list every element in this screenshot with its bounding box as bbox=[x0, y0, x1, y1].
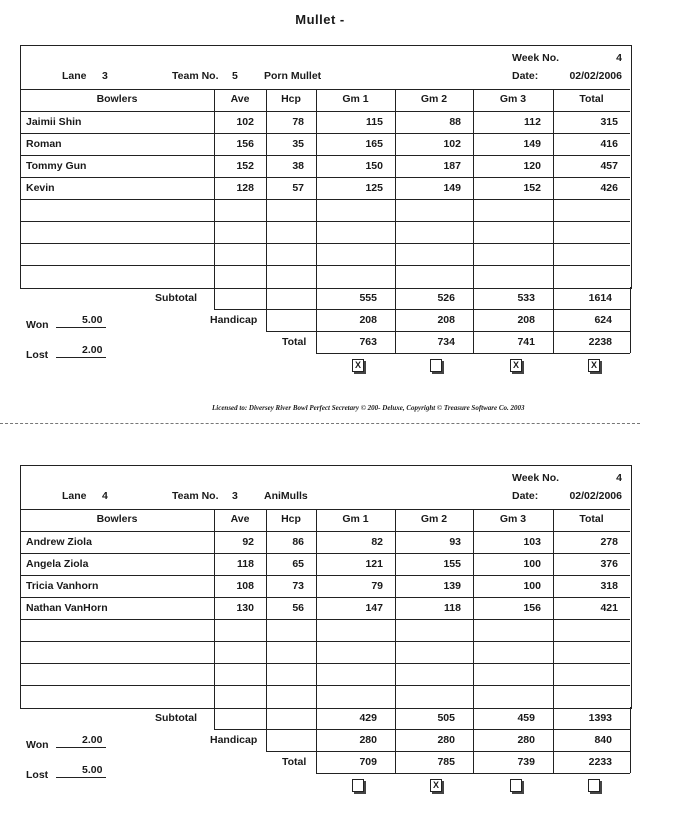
column-divider bbox=[630, 287, 631, 353]
bowler-gm3-cell: 100 bbox=[523, 558, 541, 570]
bowler-gm1-cell: 147 bbox=[365, 602, 383, 614]
bowler-name: Tricia Vanhorn bbox=[26, 580, 99, 592]
total-row-label: Total bbox=[282, 756, 307, 768]
bowler-name: Kevin bbox=[26, 182, 55, 194]
bowler-gm1-cell: 165 bbox=[365, 138, 383, 150]
bowler-gm3-cell: 152 bbox=[523, 182, 541, 194]
header-divider bbox=[20, 509, 630, 510]
ave-header: Ave bbox=[230, 93, 250, 105]
bowler-ave-cell: 128 bbox=[236, 182, 254, 194]
bowler-hcp-cell: 38 bbox=[292, 160, 304, 172]
total-gm2-cell: 785 bbox=[437, 756, 455, 768]
bowler-gm1-cell: 79 bbox=[371, 580, 383, 592]
bowler-ave-cell: 152 bbox=[236, 160, 254, 172]
bowler-gm2-cell: 149 bbox=[443, 182, 461, 194]
bowler-gm1-cell: 150 bbox=[365, 160, 383, 172]
bowler-gm1-cell: 125 bbox=[365, 182, 383, 194]
bowler-total-cell: 416 bbox=[600, 138, 618, 150]
team-name: AniMulls bbox=[264, 490, 308, 502]
lane-label: Lane bbox=[62, 490, 87, 502]
date-value: 02/02/2006 bbox=[569, 490, 622, 502]
bowler-total-cell: 376 bbox=[600, 558, 618, 570]
won-underline bbox=[56, 747, 106, 748]
bowler-gm2-cell: 155 bbox=[443, 558, 461, 570]
gm2-header: Gm 2 bbox=[420, 93, 448, 105]
row-divider bbox=[20, 663, 630, 664]
total-header: Total bbox=[579, 513, 604, 525]
total-win-checkbox[interactable]: X bbox=[588, 359, 600, 372]
license-footer: Licensed to: Diversey River Bowl Perfect Secretary © 200- Deluxe, Copyright © Treasure Software Co. 2003 bbox=[212, 404, 525, 412]
gm2-win-checkbox[interactable]: X bbox=[430, 779, 442, 792]
bowler-total-cell: 421 bbox=[600, 602, 618, 614]
row-divider bbox=[316, 353, 630, 354]
bowlers-header: Bowlers bbox=[96, 513, 138, 525]
handicap-gm3-cell: 280 bbox=[517, 734, 535, 746]
bowler-total-cell: 278 bbox=[600, 536, 618, 548]
handicap-total-cell: 840 bbox=[594, 734, 612, 746]
week-label: Week No. bbox=[512, 52, 560, 64]
lost-label: Lost bbox=[26, 349, 49, 361]
bowler-total-cell: 457 bbox=[600, 160, 618, 172]
row-divider bbox=[20, 111, 630, 112]
bowler-hcp-cell: 78 bbox=[292, 116, 304, 128]
bowler-name: Roman bbox=[26, 138, 62, 150]
lane-value: 3 bbox=[102, 70, 108, 82]
team-no-label: Team No. bbox=[172, 70, 219, 82]
ave-header: Ave bbox=[230, 513, 250, 525]
handicap-gm2-cell: 208 bbox=[437, 314, 455, 326]
total-gm2-cell: 734 bbox=[437, 336, 455, 348]
lost-underline bbox=[56, 357, 106, 358]
bowler-total-cell: 315 bbox=[600, 116, 618, 128]
lost-value: 2.00 bbox=[82, 344, 103, 356]
subtotal-gm3-cell: 459 bbox=[517, 712, 535, 724]
handicap-gm1-cell: 208 bbox=[359, 314, 377, 326]
row-divider bbox=[20, 133, 630, 134]
bowler-ave-cell: 102 bbox=[236, 116, 254, 128]
lost-value: 5.00 bbox=[82, 764, 103, 776]
lost-underline bbox=[56, 777, 106, 778]
subtotal-gm2-cell: 526 bbox=[437, 292, 455, 304]
row-divider bbox=[20, 243, 630, 244]
bowler-gm2-cell: 118 bbox=[444, 602, 461, 614]
row-divider bbox=[20, 641, 630, 642]
row-divider bbox=[20, 155, 630, 156]
bowler-gm1-cell: 121 bbox=[365, 558, 383, 570]
subtotal-label: Subtotal bbox=[155, 712, 197, 724]
date-label: Date: bbox=[512, 490, 539, 502]
bowler-hcp-cell: 73 bbox=[292, 580, 304, 592]
total-total-cell: 2238 bbox=[588, 336, 612, 348]
bowler-hcp-cell: 56 bbox=[292, 602, 304, 614]
bowler-hcp-cell: 86 bbox=[292, 536, 304, 548]
lane-value: 4 bbox=[102, 490, 108, 502]
handicap-gm1-cell: 280 bbox=[359, 734, 377, 746]
bowler-ave-cell: 118 bbox=[237, 558, 254, 570]
subtotal-gm1-cell: 555 bbox=[359, 292, 377, 304]
team-no-label: Team No. bbox=[172, 490, 219, 502]
lane-label: Lane bbox=[62, 70, 87, 82]
bowler-name: Angela Ziola bbox=[26, 558, 89, 570]
bowler-ave-cell: 156 bbox=[236, 138, 254, 150]
bowler-name: Nathan VanHorn bbox=[26, 602, 108, 614]
total-gm1-cell: 709 bbox=[359, 756, 377, 768]
total-header: Total bbox=[579, 93, 604, 105]
gm3-win-checkbox[interactable] bbox=[510, 779, 522, 792]
bowler-hcp-cell: 57 bbox=[292, 182, 304, 194]
team-no-value: 3 bbox=[232, 490, 238, 502]
total-gm3-cell: 741 bbox=[517, 336, 535, 348]
row-divider bbox=[20, 685, 630, 686]
bowler-gm3-cell: 103 bbox=[523, 536, 541, 548]
date-label: Date: bbox=[512, 70, 539, 82]
week-label: Week No. bbox=[512, 472, 560, 484]
row-divider bbox=[20, 619, 630, 620]
total-row-label: Total bbox=[282, 336, 307, 348]
won-label: Won bbox=[26, 319, 49, 331]
subtotal-label: Subtotal bbox=[155, 292, 197, 304]
row-divider bbox=[20, 221, 630, 222]
total-gm3-cell: 739 bbox=[517, 756, 535, 768]
bowler-name: Tommy Gun bbox=[26, 160, 87, 172]
row-divider bbox=[214, 729, 630, 730]
row-divider bbox=[20, 199, 630, 200]
won-value: 5.00 bbox=[82, 314, 103, 326]
bowler-total-cell: 318 bbox=[600, 580, 618, 592]
bowler-gm2-cell: 93 bbox=[449, 536, 461, 548]
won-value: 2.00 bbox=[82, 734, 103, 746]
week-value: 4 bbox=[616, 472, 622, 484]
gm3-win-checkbox[interactable]: X bbox=[510, 359, 522, 372]
row-divider bbox=[20, 597, 630, 598]
bowler-gm3-cell: 156 bbox=[523, 602, 541, 614]
bowler-ave-cell: 108 bbox=[236, 580, 254, 592]
handicap-label: Handicap bbox=[210, 314, 258, 326]
bowler-gm2-cell: 139 bbox=[443, 580, 461, 592]
bowler-ave-cell: 130 bbox=[236, 602, 254, 614]
gm1-header: Gm 1 bbox=[342, 93, 369, 105]
row-divider bbox=[20, 265, 630, 266]
hcp-header: Hcp bbox=[281, 93, 301, 105]
handicap-label: Handicap bbox=[210, 734, 258, 746]
bowler-hcp-cell: 65 bbox=[292, 558, 304, 570]
handicap-total-cell: 624 bbox=[594, 314, 612, 326]
bowler-hcp-cell: 35 bbox=[292, 138, 304, 150]
page-title: Mullet - bbox=[295, 12, 345, 27]
gm1-win-checkbox[interactable]: X bbox=[352, 359, 364, 372]
lost-label: Lost bbox=[26, 769, 49, 781]
bowler-gm3-cell: 100 bbox=[523, 580, 541, 592]
won-label: Won bbox=[26, 739, 49, 751]
subtotal-gm1-cell: 429 bbox=[359, 712, 377, 724]
bowlers-header: Bowlers bbox=[96, 93, 138, 105]
gm1-win-checkbox[interactable] bbox=[352, 779, 364, 792]
bowler-gm3-cell: 149 bbox=[523, 138, 541, 150]
bowler-gm3-cell: 112 bbox=[524, 116, 541, 128]
bowler-gm2-cell: 102 bbox=[443, 138, 461, 150]
total-gm1-cell: 763 bbox=[359, 336, 377, 348]
total-win-checkbox[interactable] bbox=[588, 779, 600, 792]
bowler-gm3-cell: 120 bbox=[523, 160, 541, 172]
bowler-gm2-cell: 187 bbox=[443, 160, 461, 172]
subtotal-gm2-cell: 505 bbox=[437, 712, 455, 724]
subtotal-total-cell: 1614 bbox=[588, 292, 612, 304]
bowler-gm2-cell: 88 bbox=[449, 116, 461, 128]
bowler-ave-cell: 92 bbox=[242, 536, 254, 548]
total-total-cell: 2233 bbox=[588, 756, 612, 768]
subtotal-total-cell: 1393 bbox=[588, 712, 612, 724]
gm3-header: Gm 3 bbox=[499, 513, 527, 525]
week-value: 4 bbox=[616, 52, 622, 64]
row-divider bbox=[20, 531, 630, 532]
column-divider bbox=[214, 707, 215, 729]
bowler-total-cell: 426 bbox=[600, 182, 618, 194]
gm1-header: Gm 1 bbox=[342, 513, 369, 525]
gm2-win-checkbox[interactable] bbox=[430, 359, 442, 372]
row-divider bbox=[20, 553, 630, 554]
won-underline bbox=[56, 327, 106, 328]
gm2-header: Gm 2 bbox=[420, 513, 448, 525]
bowler-name: Jaimii Shin bbox=[26, 116, 82, 128]
team-no-value: 5 bbox=[232, 70, 238, 82]
handicap-gm2-cell: 280 bbox=[437, 734, 455, 746]
tear-line-divider bbox=[0, 423, 640, 424]
bowler-gm1-cell: 115 bbox=[366, 116, 383, 128]
row-divider bbox=[266, 751, 630, 752]
date-value: 02/02/2006 bbox=[569, 70, 622, 82]
row-divider bbox=[266, 331, 630, 332]
row-divider bbox=[20, 177, 630, 178]
bowler-name: Andrew Ziola bbox=[26, 536, 92, 548]
handicap-gm3-cell: 208 bbox=[517, 314, 535, 326]
team-name: Porn Mullet bbox=[264, 70, 322, 82]
row-divider bbox=[20, 575, 630, 576]
bowler-gm1-cell: 82 bbox=[371, 536, 383, 548]
header-divider bbox=[20, 89, 630, 90]
subtotal-gm3-cell: 533 bbox=[517, 292, 535, 304]
column-divider bbox=[630, 707, 631, 773]
column-divider bbox=[214, 287, 215, 309]
row-divider bbox=[214, 309, 630, 310]
gm3-header: Gm 3 bbox=[499, 93, 527, 105]
hcp-header: Hcp bbox=[281, 513, 301, 525]
row-divider bbox=[316, 773, 630, 774]
